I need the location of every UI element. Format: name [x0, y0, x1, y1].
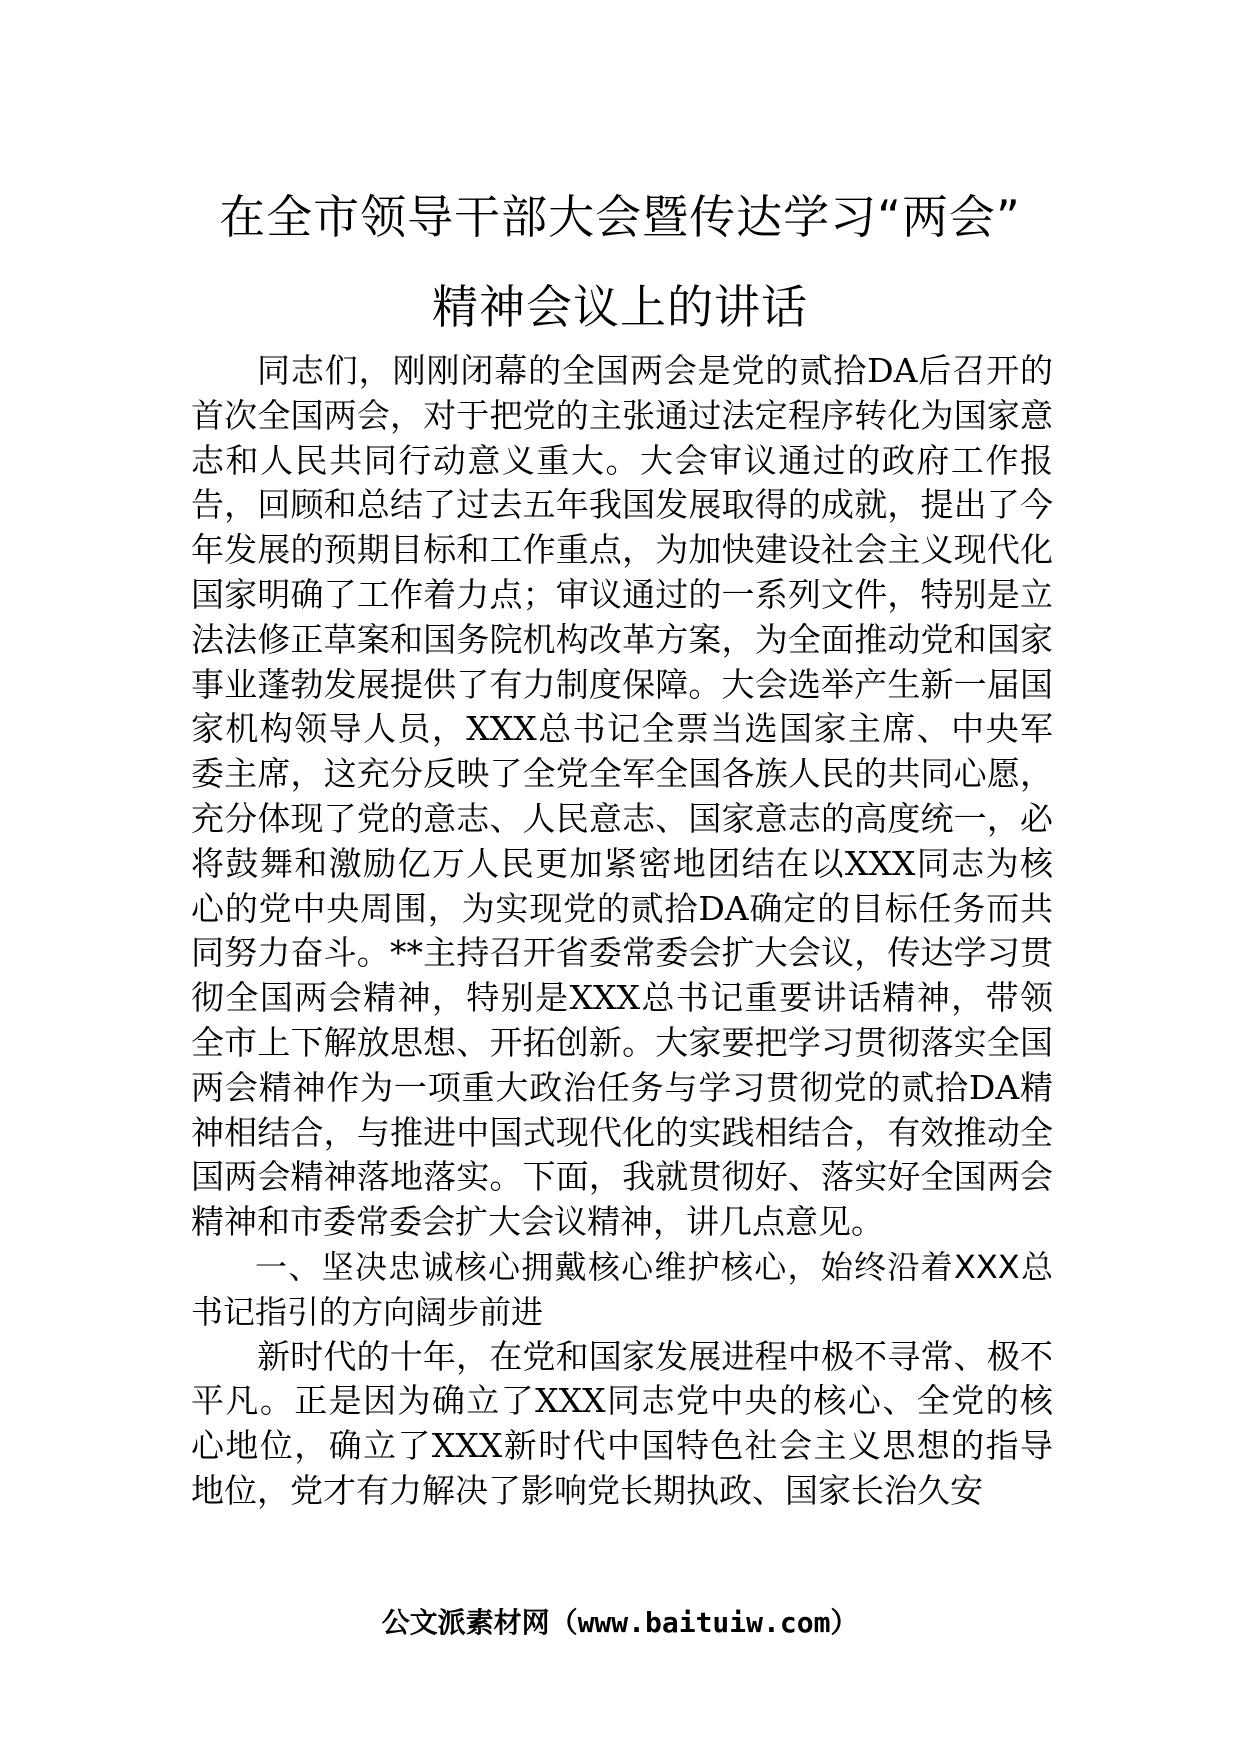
footer-watermark-text: 公文派素材网（www.baituiw.com）	[381, 1606, 859, 1639]
document-body	[191, 349, 1053, 1514]
body-paragraph-intro: 同志们，刚刚闭幕的全国两会是党的贰拾DA后召开的首次全国两会，对于把党的主张通过法定程序转化为国家意志和人民共同行动意义重大。大会审议通过的政府工作报告，回顾和总结了过去五年我国发展取得的成就，提出了今年发展的预期目标和工作重点，为加快建设社会主义现代化国家明确了工作着力点；审议通过的一系列文件，特别是立法法修正草案和国务院机构改革方案，为全面推动党和国家事业蓬勃发展提供了有力制度保障。大会选举产生新一届国家机构领导人员，XXX总书记全票当选国家主席、中央军委主席，这充分反映了全党全军全国各族人民的共同心愿，充分体现了党的意志、人民意志、国家意志的高度统一，必将鼓舞和激励亿万人民更加紧密地团结在以XXX同志为核心的党中央周围，为实现党的贰拾DA确定的目标任务而共同努力奋斗。**主持召开省委常委会扩大会议，传达学习贯彻全国两会精神，特别是XXX总书记重要讲话精神，带领全市上下解放思想、开拓创新。大家要把学习贯彻落实全国两会精神作为一项重大政治任务与学习贯彻党的贰拾DA精神相结合，与推进中国式现代化的实践相结合，有效推动全国两会精神落地落实。下面，我就贯彻好、落实好全国两会精神和市委常委会扩大会议精神，讲几点意见。	[191, 351, 1053, 1242]
body-paragraph-section-1: 新时代的十年，在党和国家发展进程中极不寻常、极不平凡。正是因为确立了XXX同志党中央的核心、全党的核心地位，确立了XXX新时代中国特色社会主义思想的指导地位，党才有力解决了影响党长期执政、国家长治久安	[191, 1336, 1053, 1510]
page-title-line-1: 在全市领导干部大会暨传达学习“两会”	[219, 190, 1021, 244]
page-title-line-2: 精神会议上的讲话	[432, 280, 808, 334]
section-heading-1: 一、坚决忠诚核心拥戴核心维护核心，始终沿着XXX总书记指引的方向阔步前进	[191, 1247, 1053, 1331]
